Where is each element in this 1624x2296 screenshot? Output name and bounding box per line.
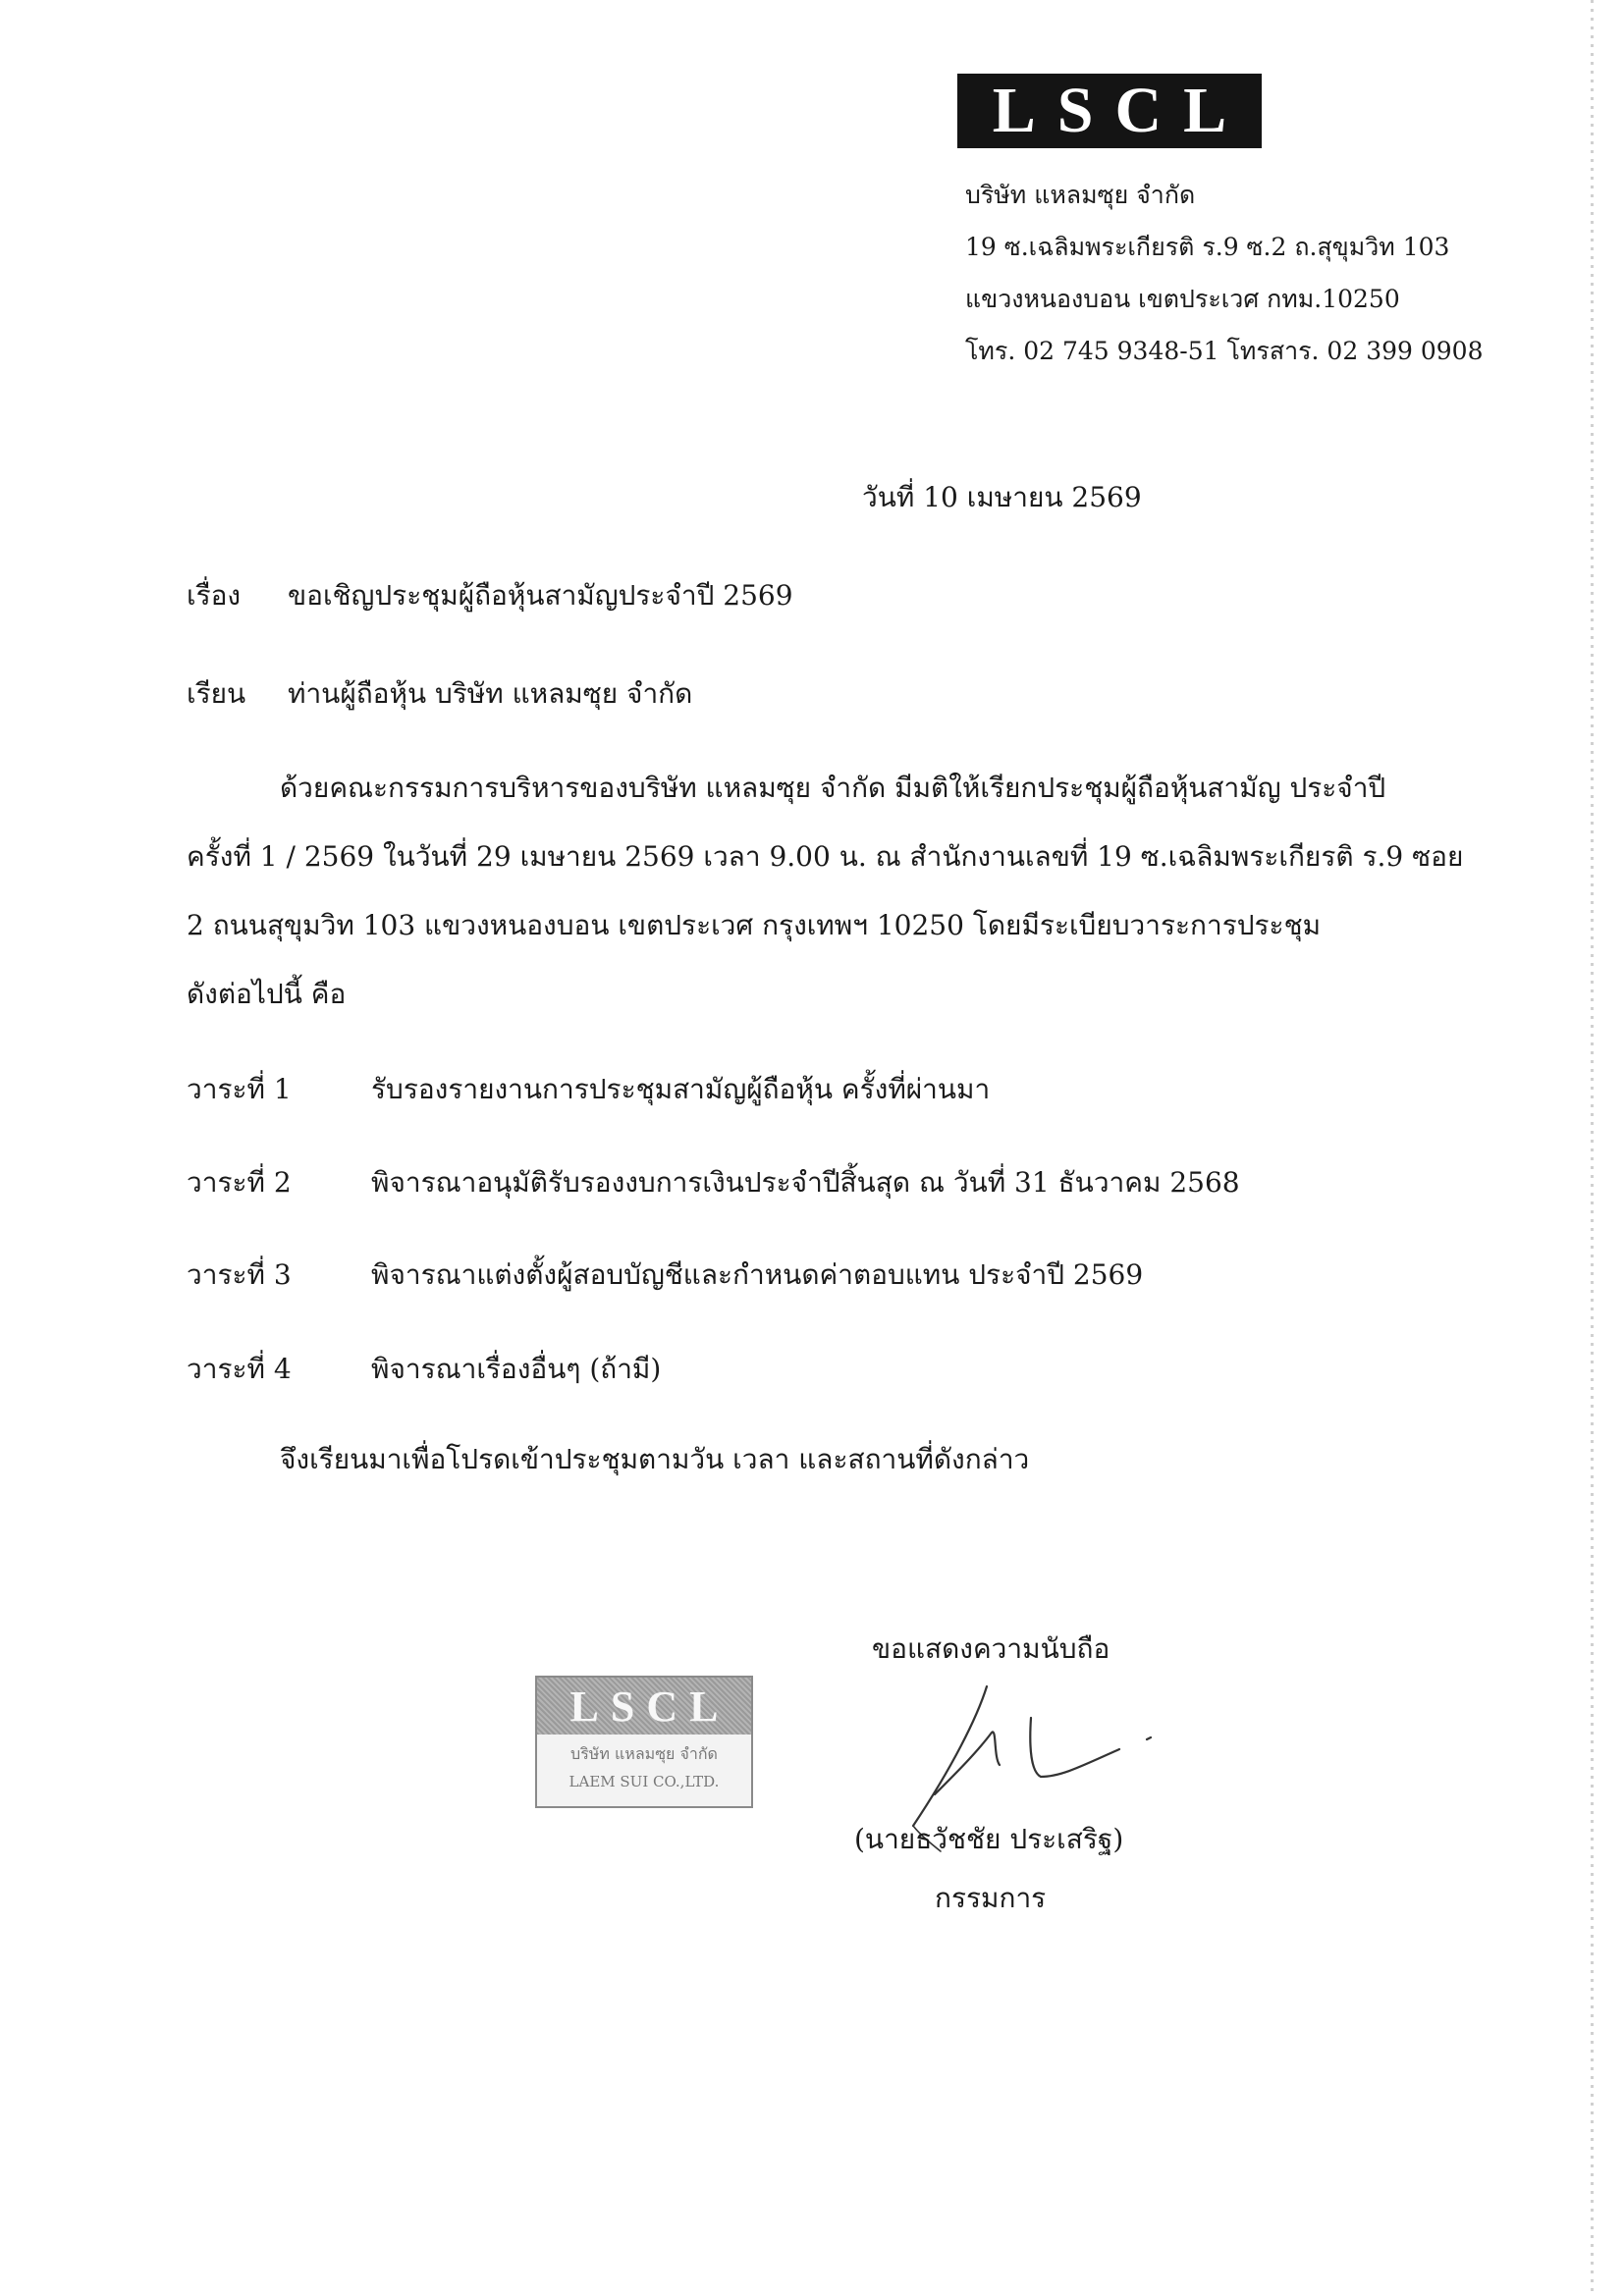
- company-logo-text: LSCL: [992, 75, 1249, 146]
- stamp-logo-band: [537, 1678, 751, 1735]
- agenda-label: วาระที่ 2: [187, 1166, 292, 1199]
- body-line: ครั้งที่ 1 / 2569 ในวันที่ 29 เมษายน 2569 เวลา 9.00 น. ณ สำนักงานเลขที่ 19 ซ.เฉลิมพระเกียรติ ร.9 ซอย: [187, 840, 1464, 873]
- agenda-label: วาระที่ 3: [187, 1258, 292, 1291]
- company-name: บริษัท แหลมซุย จำกัด: [965, 181, 1196, 209]
- subject-label: เรื่อง: [187, 579, 242, 612]
- scan-edge-artifact: [1591, 0, 1594, 2296]
- signer-title: กรรมการ: [935, 1882, 1047, 1914]
- agenda-label: วาระที่ 1: [187, 1073, 292, 1105]
- closing-sentence: จึงเรียนมาเพื่อโปรดเข้าประชุมตามวัน เวลา และสถานที่ดังกล่าว: [280, 1443, 1030, 1475]
- body-paragraph: [187, 754, 1464, 1029]
- agenda-text: พิจารณาอนุมัติรับรองงบการเงินประจำปีสิ้นสุด ณ วันที่ 31 ธันวาคม 2568: [371, 1166, 1240, 1199]
- stamp-logo-text: LSCL: [569, 1682, 731, 1731]
- subject-text: ขอเชิญประชุมผู้ถือหุ้นสามัญประจำปี 2569: [288, 579, 793, 612]
- body-line: ด้วยคณะกรรมการบริหารของบริษัท แหลมซุย จำกัด มีมติให้เรียกประชุมผู้ถือหุ้นสามัญ ประจำปี: [280, 772, 1386, 804]
- agenda-item: [187, 1068, 990, 1111]
- address-line-2: แขวงหนองบอน เขตประเวศ กทม.10250: [965, 285, 1400, 313]
- agenda-text: พิจารณาแต่งตั้งผู้สอบบัญชีและกำหนดค่าตอบแทน ประจำปี 2569: [371, 1258, 1144, 1291]
- agenda-text: พิจารณาเรื่องอื่นๆ (ถ้ามี): [371, 1353, 662, 1385]
- agenda-label: วาระที่ 4: [187, 1353, 292, 1385]
- letter-date: วันที่ 10 เมษายน 2569: [862, 481, 1142, 513]
- addressee-label: เรียน: [187, 677, 246, 710]
- addressee-text: ท่านผู้ถือหุ้น บริษัท แหลมซุย จำกัด: [288, 677, 693, 710]
- contact-line: โทร. 02 745 9348-51 โทรสาร. 02 399 0908: [965, 337, 1484, 365]
- company-logo: [957, 74, 1262, 148]
- body-line: 2 ถนนสุขุมวิท 103 แขวงหนองบอน เขตประเวศ กรุงเทพฯ 10250 โดยมีระเบียบวาระการประชุม: [187, 909, 1322, 941]
- body-line: ดังต่อไปนี้ คือ: [187, 978, 347, 1010]
- address-line-1: 19 ซ.เฉลิมพระเกียรติ ร.9 ซ.2 ถ.สุขุมวิท 103: [965, 233, 1450, 261]
- company-stamp: [535, 1676, 753, 1808]
- agenda-item: [187, 1254, 1143, 1297]
- stamp-thai-name: บริษัท แหลมซุย จำกัด: [570, 1744, 718, 1763]
- signer-name: (นายธวัชชัย ประเสริฐ): [854, 1823, 1124, 1855]
- regards-text: ขอแสดงความนับถือ: [872, 1632, 1110, 1665]
- agenda-text: รับรองรายงานการประชุมสามัญผู้ถือหุ้น ครั้งที่ผ่านมา: [371, 1073, 991, 1105]
- addressee-row: [187, 672, 692, 716]
- subject-row: [187, 574, 793, 617]
- agenda-item: [187, 1161, 1240, 1204]
- letterhead-address-block: [965, 169, 1483, 377]
- stamp-english-name: LAEM SUI CO.,LTD.: [568, 1773, 720, 1790]
- agenda-item: [187, 1348, 661, 1391]
